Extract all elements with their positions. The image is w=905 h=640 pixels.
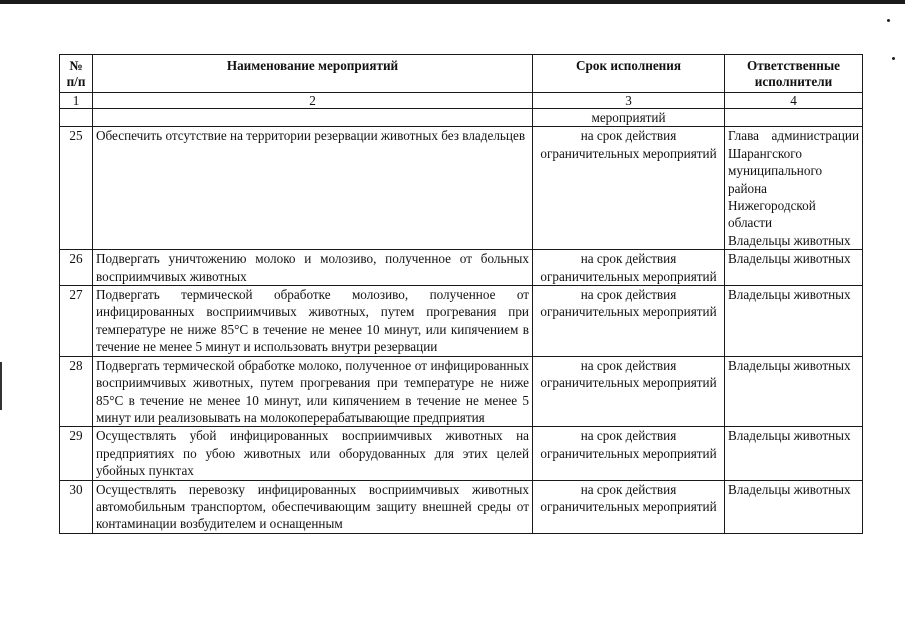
row-action: Подвергать термической обработке молозиво, полученное от инфицированных восприимчивых животных, путем прогревания при температуре не ниже 85°С в течение не менее 10 минут, или кипячением в течение не менее 5 минут и использовать внутри резервации — [93, 286, 533, 357]
measures-table — [59, 54, 863, 534]
header-name: Наименование мероприятий — [93, 55, 533, 93]
scan-speck — [887, 19, 890, 22]
row-responsible: Владельцы животных — [725, 480, 863, 533]
table-row — [60, 480, 863, 533]
row-term: на срок действия ограничительных мероприятий — [533, 480, 725, 533]
scan-speck — [892, 57, 895, 60]
row-action: Подвергать термической обработке молоко, полученное от инфицированных восприимчивых животных, путем прогревания при температуре не ниже 85°С в течение не менее 10 минут, или кипячением в течение не менее 5 минут или реализовывать на молокоперерабатывающие предприятия — [93, 356, 533, 427]
row-action: Осуществлять убой инфицированных восприимчивых животных на предприятиях по убою животных или оборудованных для этих целей убойных пунктах — [93, 427, 533, 480]
resp-line: муниципального района — [728, 163, 823, 196]
row-responsible: Владельцы животных — [725, 286, 863, 357]
row-term: на срок действия ограничительных мероприятий — [533, 286, 725, 357]
row-number: 26 — [60, 250, 93, 286]
column-index-row — [60, 93, 863, 109]
row-action: Обеспечить отсутствие на территории резервации животных без владельцев — [93, 127, 533, 250]
column-index: 2 — [93, 93, 533, 109]
table-row — [60, 427, 863, 480]
header-num: № п/п — [60, 55, 93, 93]
table-row — [60, 356, 863, 427]
resp-line: Шарангского — [728, 145, 802, 161]
row-responsible — [725, 127, 863, 250]
row-responsible: Владельцы животных — [725, 356, 863, 427]
table-header-row — [60, 55, 863, 93]
row-term: на срок действия ограничительных мероприятий — [533, 250, 725, 286]
header-term: Срок исполнения — [533, 55, 725, 93]
column-index: 1 — [60, 93, 93, 109]
row-number: 28 — [60, 356, 93, 427]
row-action: Подвергать уничтожению молоко и молозиво, полученное от больных восприимчивых животных — [93, 250, 533, 286]
row-responsible: Владельцы животных — [725, 250, 863, 286]
row-number: 27 — [60, 286, 93, 357]
row-number: 25 — [60, 127, 93, 250]
column-index: 3 — [533, 93, 725, 109]
row-responsible: Владельцы животных — [725, 427, 863, 480]
table-row — [60, 250, 863, 286]
scan-edge-mark — [0, 362, 2, 410]
row-term: на срок действия ограничительных мероприятий — [533, 427, 725, 480]
resp-line: Глава администрации — [728, 128, 859, 144]
table-row — [60, 286, 863, 357]
row-term: на срок действия ограничительных мероприятий — [533, 127, 725, 250]
header-resp: Ответственные исполнители — [725, 55, 863, 93]
row-number: 30 — [60, 480, 93, 533]
resp-line: Владельцы животных — [728, 232, 851, 248]
table-row — [60, 127, 863, 250]
continuation-row — [60, 109, 863, 127]
row-term: на срок действия ограничительных мероприятий — [533, 356, 725, 427]
continuation-term: мероприятий — [533, 109, 725, 127]
row-number: 29 — [60, 427, 93, 480]
column-index: 4 — [725, 93, 863, 109]
page-top-rule — [0, 0, 905, 4]
row-action: Осуществлять перевозку инфицированных восприимчивых животных автомобильным транспортом, обеспечивающим защиту внешней среды от контаминации возбудителем и оснащенным — [93, 480, 533, 533]
resp-line: Нижегородской области — [728, 198, 816, 231]
